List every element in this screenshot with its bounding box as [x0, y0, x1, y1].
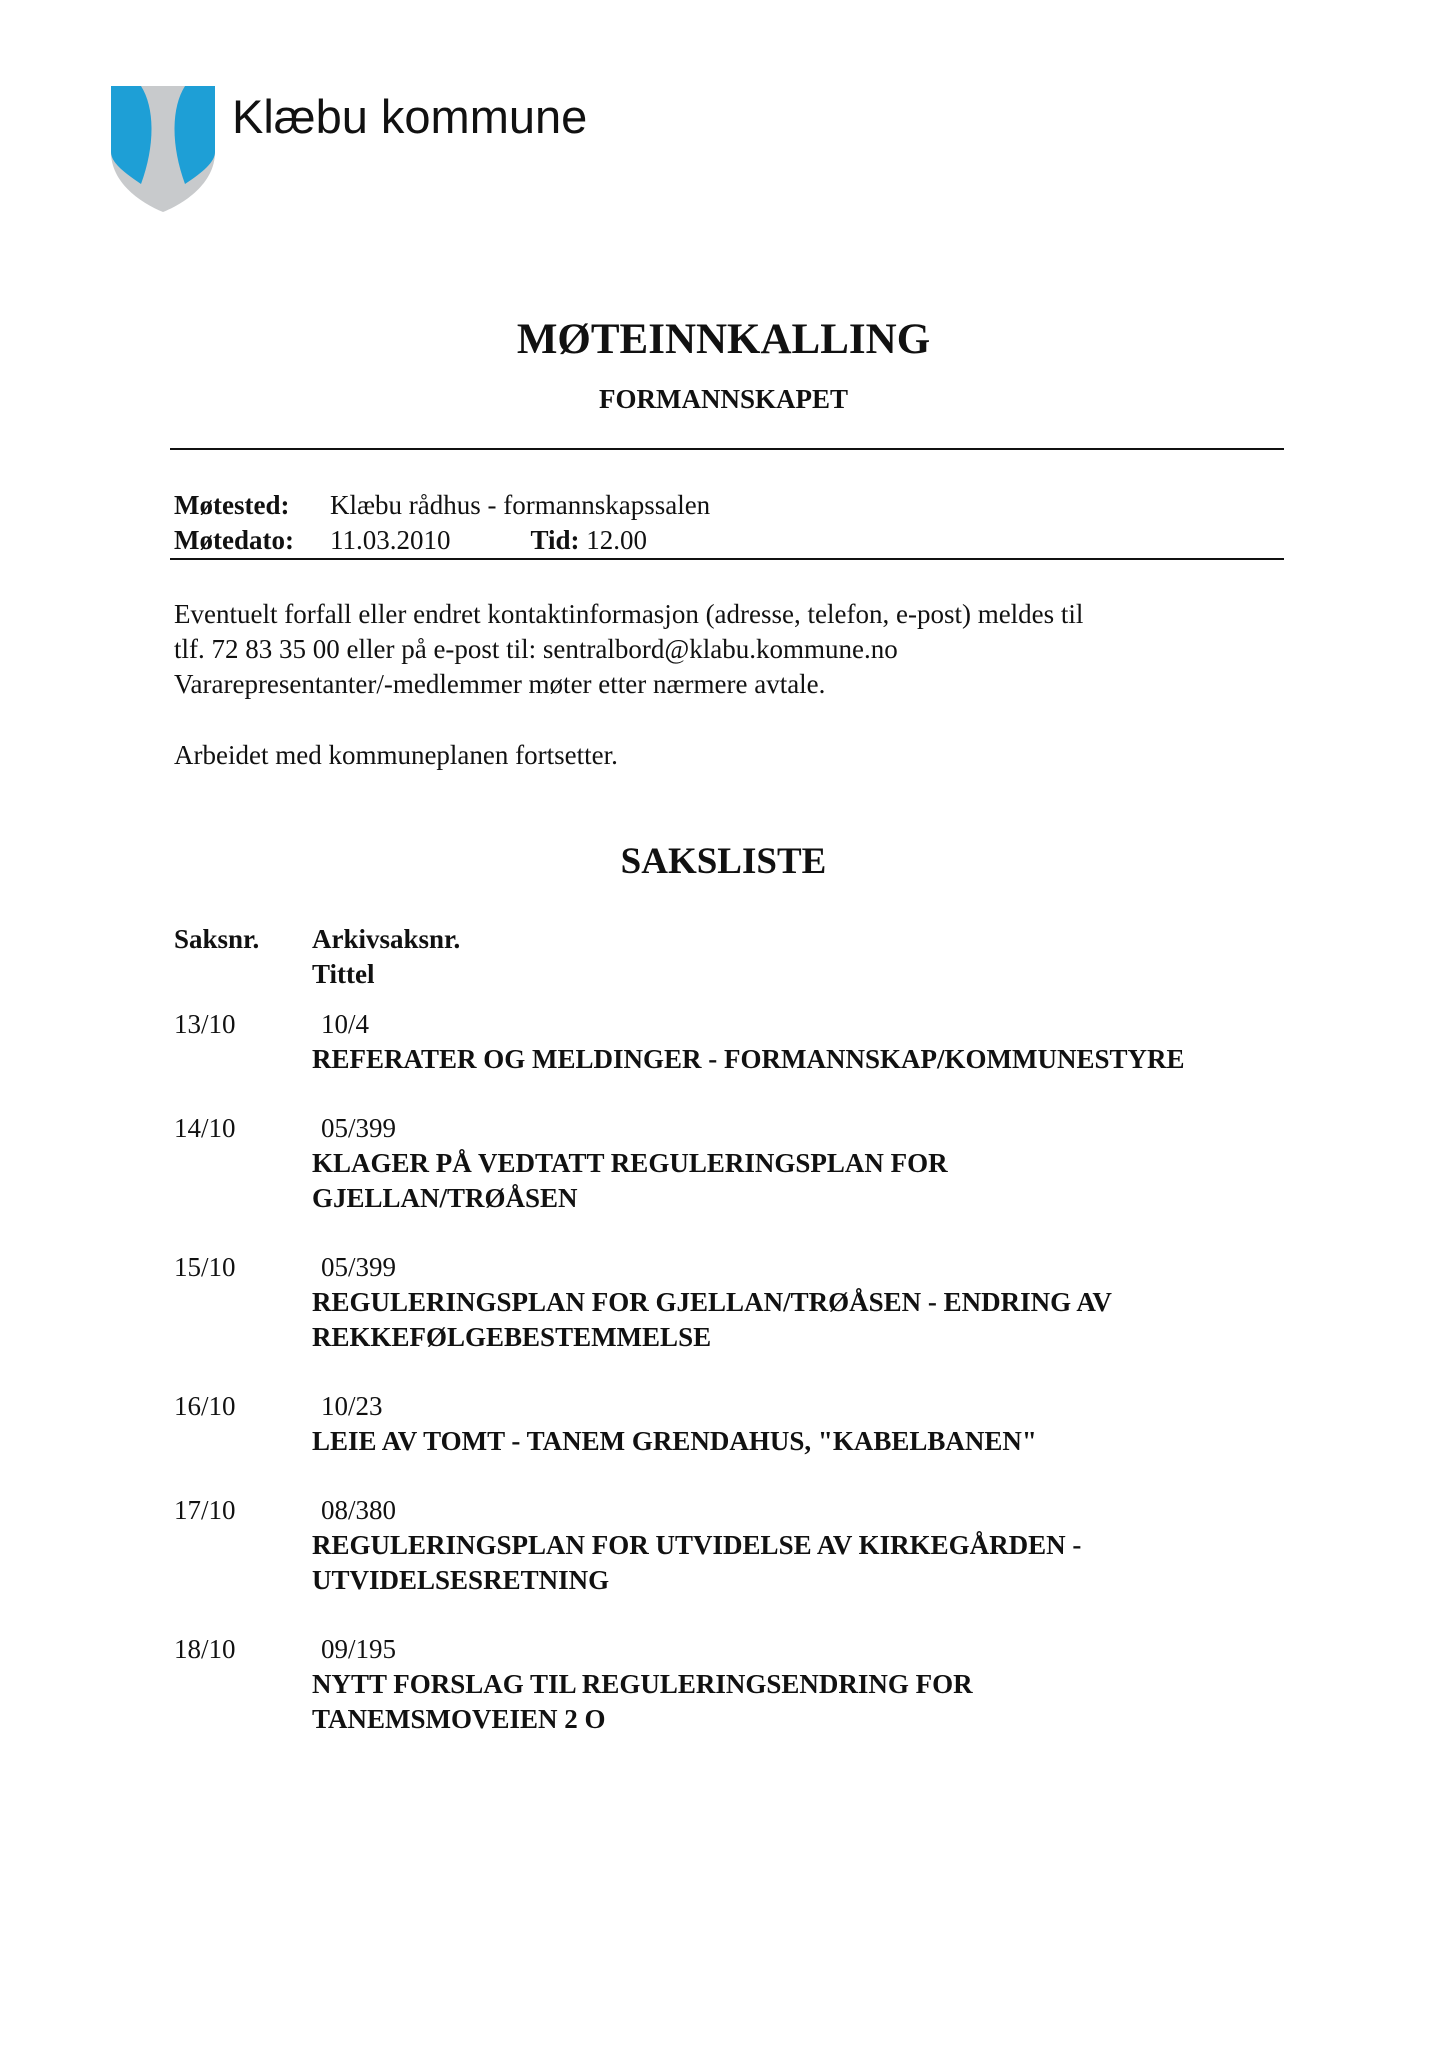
- document-title: MØTEINNKALLING: [516, 316, 931, 363]
- divider-top: [170, 448, 1284, 450]
- agenda-item-saksnr: 15/10: [174, 1252, 236, 1282]
- agenda-item-title: REGULERINGSPLAN FOR GJELLAN/TRØÅSEN - ENDRING AV REKKEFØLGEBESTEMMELSE: [312, 1287, 1112, 1352]
- document-subtitle: FORMANNSKAPET: [599, 384, 848, 414]
- info-line-contact: tlf. 72 83 35 00 eller på e-post til: sentralbord@klabu.kommune.no: [174, 634, 898, 664]
- agenda-item-arkivsaksnr: 08/380: [321, 1495, 397, 1525]
- agenda-item-title: REGULERINGSPLAN FOR UTVIDELSE AV KIRKEGÅRDEN - UTVIDELSESRETNING: [312, 1530, 1082, 1595]
- agenda-item-arkivsaksnr: 05/399: [321, 1113, 397, 1143]
- info-line-absence: Eventuelt forfall eller endret kontaktinformasjon (adresse, telefon, e-post) meldes til: [174, 599, 1084, 629]
- column-header-tittel: Tittel: [312, 959, 375, 989]
- meeting-place-label: Møtested:: [174, 490, 290, 520]
- agenda-item-saksnr: 14/10: [174, 1113, 236, 1143]
- info-line-kommuneplan: Arbeidet med kommuneplanen fortsetter.: [174, 740, 618, 770]
- meeting-time-label: Tid:: [530, 525, 580, 555]
- agenda-item-saksnr: 16/10: [174, 1391, 236, 1421]
- agenda-item-arkivsaksnr: 05/399: [321, 1252, 397, 1282]
- agenda-item-saksnr: 13/10: [174, 1009, 236, 1039]
- agenda-item-arkivsaksnr: 10/4: [321, 1009, 370, 1039]
- agenda-title: SAKSLISTE: [620, 841, 827, 882]
- meeting-date-value: 11.03.2010: [330, 525, 451, 555]
- column-header-saksnr: Saksnr.: [174, 924, 260, 954]
- column-header-arkivsaksnr: Arkivsaksnr.: [312, 924, 461, 954]
- agenda-item-arkivsaksnr: 10/23: [321, 1391, 383, 1421]
- agenda-item-title: REFERATER OG MELDINGER - FORMANNSKAP/KOMMUNESTYRE: [312, 1044, 1185, 1074]
- meeting-date-row: [174, 523, 647, 558]
- meeting-date-label: Møtedato:: [174, 525, 294, 555]
- agenda-item-title: KLAGER PÅ VEDTATT REGULERINGSPLAN FOR GJELLAN/TRØÅSEN: [312, 1148, 948, 1213]
- divider-meta: [170, 558, 1284, 560]
- agenda-item-saksnr: 17/10: [174, 1495, 236, 1525]
- organization-name: Klæbu kommune: [232, 90, 588, 143]
- agenda-item-saksnr: 18/10: [174, 1634, 236, 1664]
- meeting-place-row: [174, 488, 710, 523]
- agenda-item-title: LEIE AV TOMT - TANEM GRENDAHUS, "KABELBANEN": [312, 1426, 1037, 1456]
- meeting-time-value: 12.00: [586, 525, 648, 555]
- meeting-place-value: Klæbu rådhus - formannskapssalen: [330, 490, 711, 520]
- agenda-item-title: NYTT FORSLAG TIL REGULERINGSENDRING FOR TANEMSMOVEIEN 2 O: [312, 1669, 973, 1734]
- agenda-item-arkivsaksnr: 09/195: [321, 1634, 397, 1664]
- info-line-substitutes: Vararepresentanter/-medlemmer møter etter nærmere avtale.: [174, 669, 826, 699]
- klaebu-coat-of-arms-logo: [111, 86, 215, 212]
